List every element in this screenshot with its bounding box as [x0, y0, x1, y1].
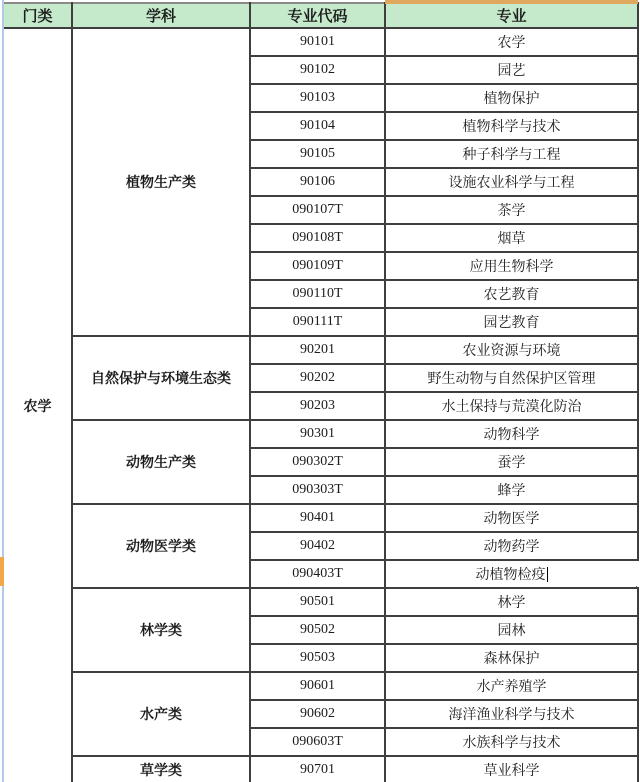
header-discipline[interactable]: 学科 [72, 3, 250, 28]
cell-code[interactable]: 90105 [250, 140, 385, 168]
cell-code[interactable]: 090109T [250, 252, 385, 280]
edit-outline-hook-bottom [636, 586, 638, 588]
header-row [4, 3, 638, 28]
cell-code[interactable]: 090302T [250, 448, 385, 476]
cell-code[interactable]: 90201 [250, 336, 385, 364]
cell-discipline-nature-conservation[interactable]: 自然保护与环境生态类 [72, 336, 250, 420]
editing-cell-text: 动植物检疫 [475, 568, 546, 583]
cell-code[interactable]: 90602 [250, 700, 385, 728]
cell-major[interactable]: 蚕学 [385, 448, 638, 476]
header-category[interactable]: 门类 [4, 3, 72, 28]
cell-discipline-animal-production[interactable]: 动物生产类 [72, 420, 250, 504]
text-cursor [547, 567, 548, 582]
cell-code[interactable]: 090303T [250, 476, 385, 504]
cell-code[interactable]: 090111T [250, 308, 385, 336]
cell-code[interactable]: 090110T [250, 280, 385, 308]
table-row [4, 420, 638, 448]
cell-major[interactable]: 设施农业科学与工程 [385, 168, 638, 196]
cell-code[interactable]: 90203 [250, 392, 385, 420]
cell-code[interactable]: 90503 [250, 644, 385, 672]
cell-code[interactable]: 90601 [250, 672, 385, 700]
cell-code[interactable]: 90301 [250, 420, 385, 448]
cell-major[interactable]: 草业科学 [385, 756, 638, 782]
cell-code[interactable]: 090403T [250, 560, 385, 588]
cell-code[interactable]: 90104 [250, 112, 385, 140]
cell-major[interactable]: 应用生物科学 [385, 252, 638, 280]
cell-major[interactable]: 水土保持与荒漠化防治 [385, 392, 638, 420]
cell-major[interactable]: 动物科学 [385, 420, 638, 448]
cell-major-editing[interactable] [385, 560, 638, 588]
cell-major[interactable]: 园林 [385, 616, 638, 644]
cell-major[interactable]: 农艺教育 [385, 280, 638, 308]
cell-major[interactable]: 动物医学 [385, 504, 638, 532]
table-row [4, 588, 638, 616]
cell-major[interactable]: 水产养殖学 [385, 672, 638, 700]
cell-major[interactable]: 蜂学 [385, 476, 638, 504]
header-code[interactable]: 专业代码 [250, 3, 385, 28]
cell-major[interactable]: 动物药学 [385, 532, 638, 560]
cell-major[interactable]: 园艺教育 [385, 308, 638, 336]
cell-major[interactable]: 森林保护 [385, 644, 638, 672]
cell-major[interactable]: 农学 [385, 28, 638, 56]
table-row [4, 756, 638, 782]
cell-major[interactable]: 茶学 [385, 196, 638, 224]
active-row-indicator [0, 557, 4, 586]
cell-code[interactable]: 090603T [250, 728, 385, 756]
cell-code[interactable]: 90501 [250, 588, 385, 616]
cell-discipline-plant-production[interactable]: 植物生产类 [72, 28, 250, 336]
header-major[interactable]: 专业 [385, 3, 638, 28]
cell-major[interactable]: 野生动物与自然保护区管理 [385, 364, 638, 392]
cell-discipline-fisheries[interactable]: 水产类 [72, 672, 250, 756]
cell-major[interactable]: 农业资源与环境 [385, 336, 638, 364]
table-row [4, 28, 638, 56]
cell-code[interactable]: 90103 [250, 84, 385, 112]
cell-code[interactable]: 090107T [250, 196, 385, 224]
cell-code[interactable]: 90401 [250, 504, 385, 532]
cell-discipline-forestry[interactable]: 林学类 [72, 588, 250, 672]
table-row [4, 672, 638, 700]
cell-discipline-grass-science[interactable]: 草学类 [72, 756, 250, 782]
cell-major[interactable]: 种子科学与工程 [385, 140, 638, 168]
cell-major[interactable]: 林学 [385, 588, 638, 616]
cell-code[interactable]: 90101 [250, 28, 385, 56]
cell-discipline-animal-medicine[interactable]: 动物医学类 [72, 504, 250, 588]
cell-code[interactable]: 090108T [250, 224, 385, 252]
cell-code[interactable]: 90102 [250, 56, 385, 84]
cell-code[interactable]: 90502 [250, 616, 385, 644]
cell-major[interactable]: 园艺 [385, 56, 638, 84]
cell-major[interactable]: 植物保护 [385, 84, 638, 112]
cell-code[interactable]: 90106 [250, 168, 385, 196]
edit-outline-hook-top [637, 560, 638, 568]
cell-code[interactable]: 90402 [250, 532, 385, 560]
cell-major[interactable]: 烟草 [385, 224, 638, 252]
cell-major[interactable]: 海洋渔业科学与技术 [385, 700, 638, 728]
table-row [4, 504, 638, 532]
cell-code[interactable]: 90202 [250, 364, 385, 392]
cell-major[interactable]: 植物科学与技术 [385, 112, 638, 140]
active-column-indicator [385, 0, 638, 4]
majors-table [4, 2, 639, 782]
table-row [4, 336, 638, 364]
cell-code[interactable]: 90701 [250, 756, 385, 782]
cell-category[interactable]: 农学 [4, 28, 72, 782]
cell-major[interactable]: 水族科学与技术 [385, 728, 638, 756]
